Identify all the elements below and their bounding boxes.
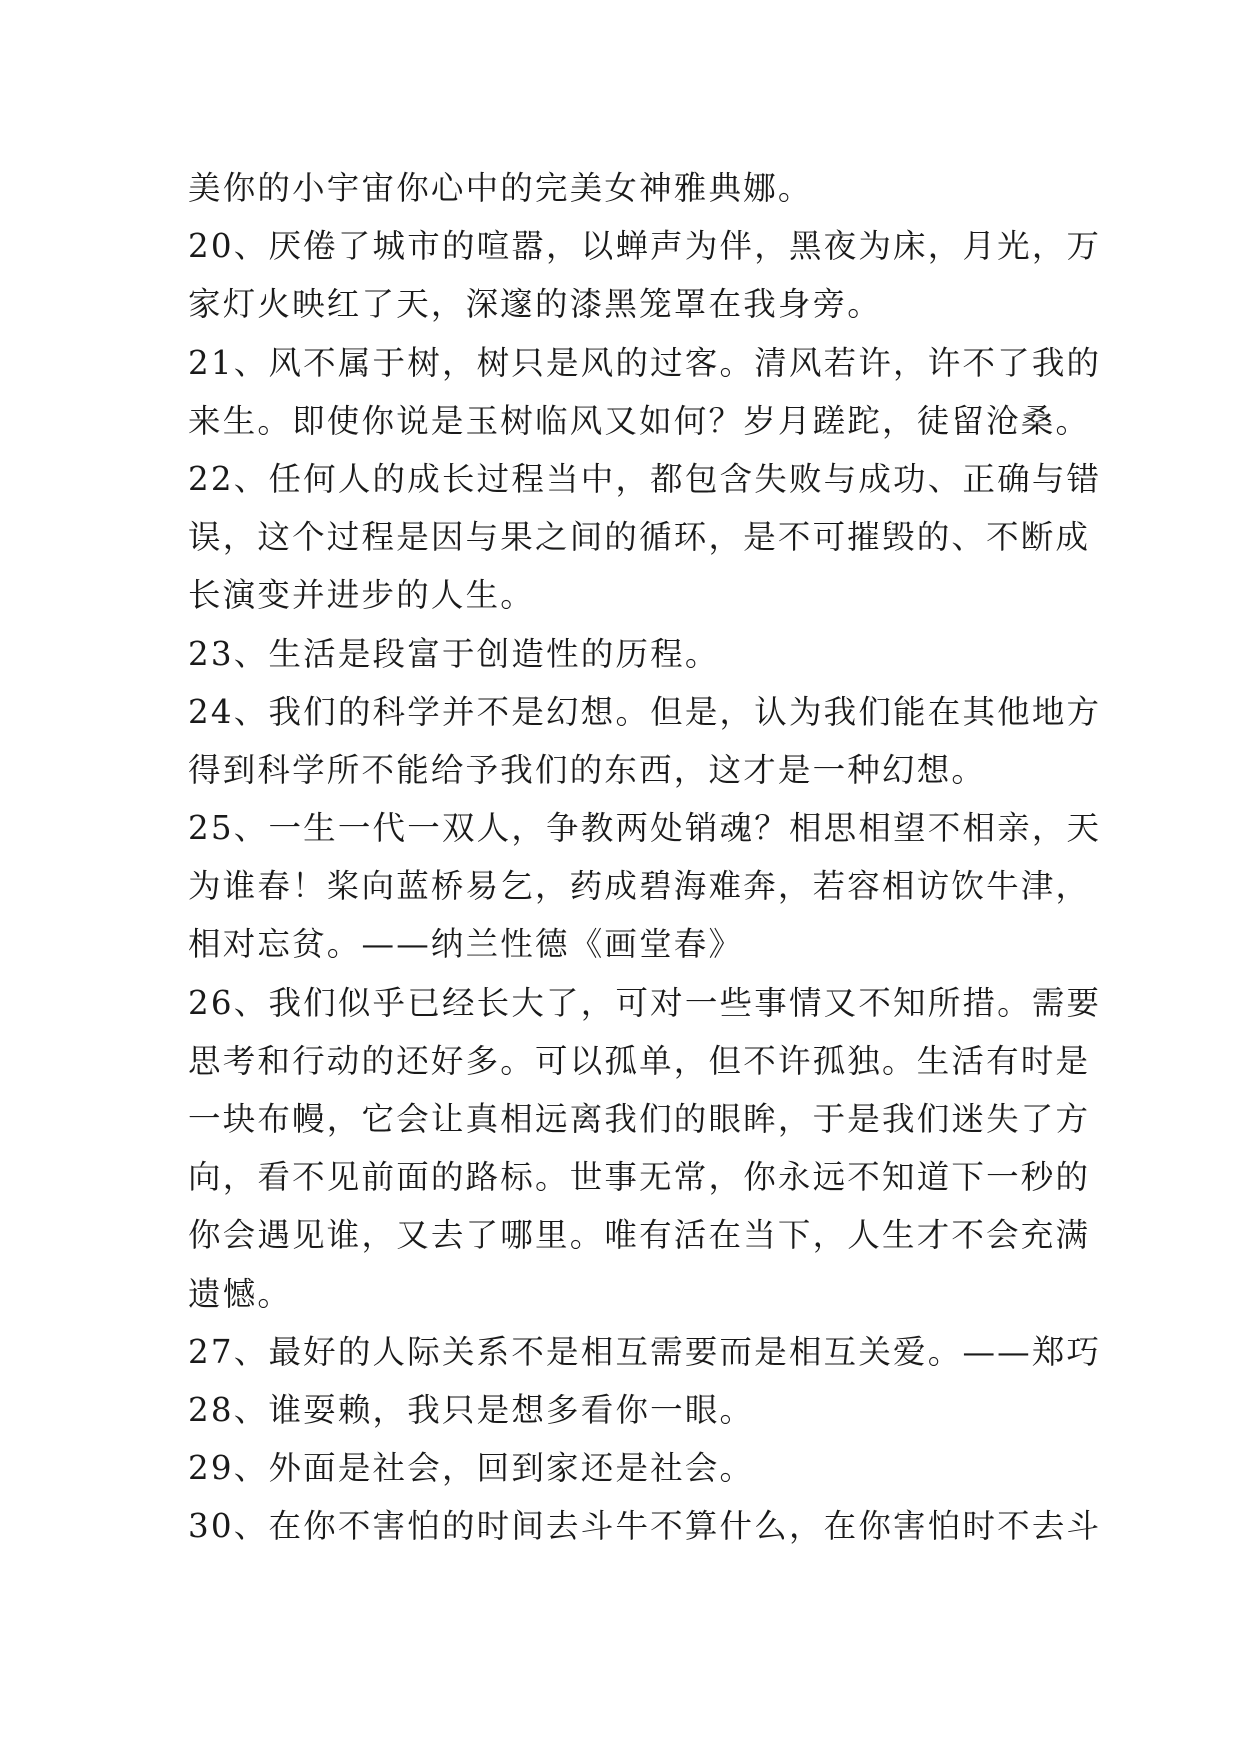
text-line: 美你的小宇宙你心中的完美女神雅典娜。 <box>188 169 813 207</box>
text-line: 遗憾。 <box>188 1274 293 1313</box>
text-line: 29、外面是社会，回到家还是社会。 <box>188 1449 755 1488</box>
text-line: 20、厌倦了城市的喧嚣，以蝉声为伴，黑夜为床，月光，万 <box>188 227 1102 266</box>
text-line: 25、一生一代一双人，争教两处销魂？相思相望不相亲，天 <box>188 809 1102 848</box>
text-line: 长演变并进步的人生。 <box>188 576 536 615</box>
text-line: 思考和行动的还好多。可以孤单，但不许孤独。生活有时是 <box>188 1041 1091 1080</box>
text-line: 27、最好的人际关系不是相互需要而是相互关爱。——郑巧 <box>188 1332 1102 1371</box>
text-line: 误，这个过程是因与果之间的循环，是不可摧毁的、不断成 <box>188 518 1091 557</box>
text-line: 24、我们的科学并不是幻想。但是，认为我们能在其他地方 <box>188 692 1102 731</box>
text-line: 你会遇见谁，又去了哪里。唯有活在当下，人生才不会充满 <box>188 1216 1091 1255</box>
text-line: 一块布幔，它会让真相远离我们的眼眸，于是我们迷失了方 <box>188 1100 1091 1138</box>
text-line: 26、我们似乎已经长大了，可对一些事情又不知所措。需要 <box>188 983 1102 1022</box>
text-line: 相对忘贫。——纳兰性德《画堂春》 <box>188 925 744 964</box>
document-body <box>188 159 1102 1556</box>
text-line: 22、任何人的成长过程当中，都包含失败与成功、正确与错 <box>188 459 1102 498</box>
text-line: 为谁春！桨向蓝桥易乞，药成碧海难奔，若容相访饮牛津， <box>188 867 1091 906</box>
text-line: 30、在你不害怕的时间去斗牛不算什么，在你害怕时不去斗 <box>188 1507 1102 1546</box>
text-line: 21、风不属于树，树只是风的过客。清风若许，许不了我的 <box>188 343 1102 382</box>
text-line: 得到科学所不能给予我们的东西，这才是一种幻想。 <box>188 750 987 789</box>
text-line: 家灯火映红了天，深邃的漆黑笼罩在我身旁。 <box>188 285 883 324</box>
text-line: 28、谁耍赖，我只是想多看你一眼。 <box>188 1390 755 1429</box>
text-line: 23、生活是段富于创造性的历程。 <box>188 634 720 673</box>
text-line: 来生。即使你说是玉树临风又如何？岁月蹉跎，徒留沧桑。 <box>188 401 1091 440</box>
text-line: 向，看不见前面的路标。世事无常，你永远不知道下一秒的 <box>188 1158 1091 1197</box>
